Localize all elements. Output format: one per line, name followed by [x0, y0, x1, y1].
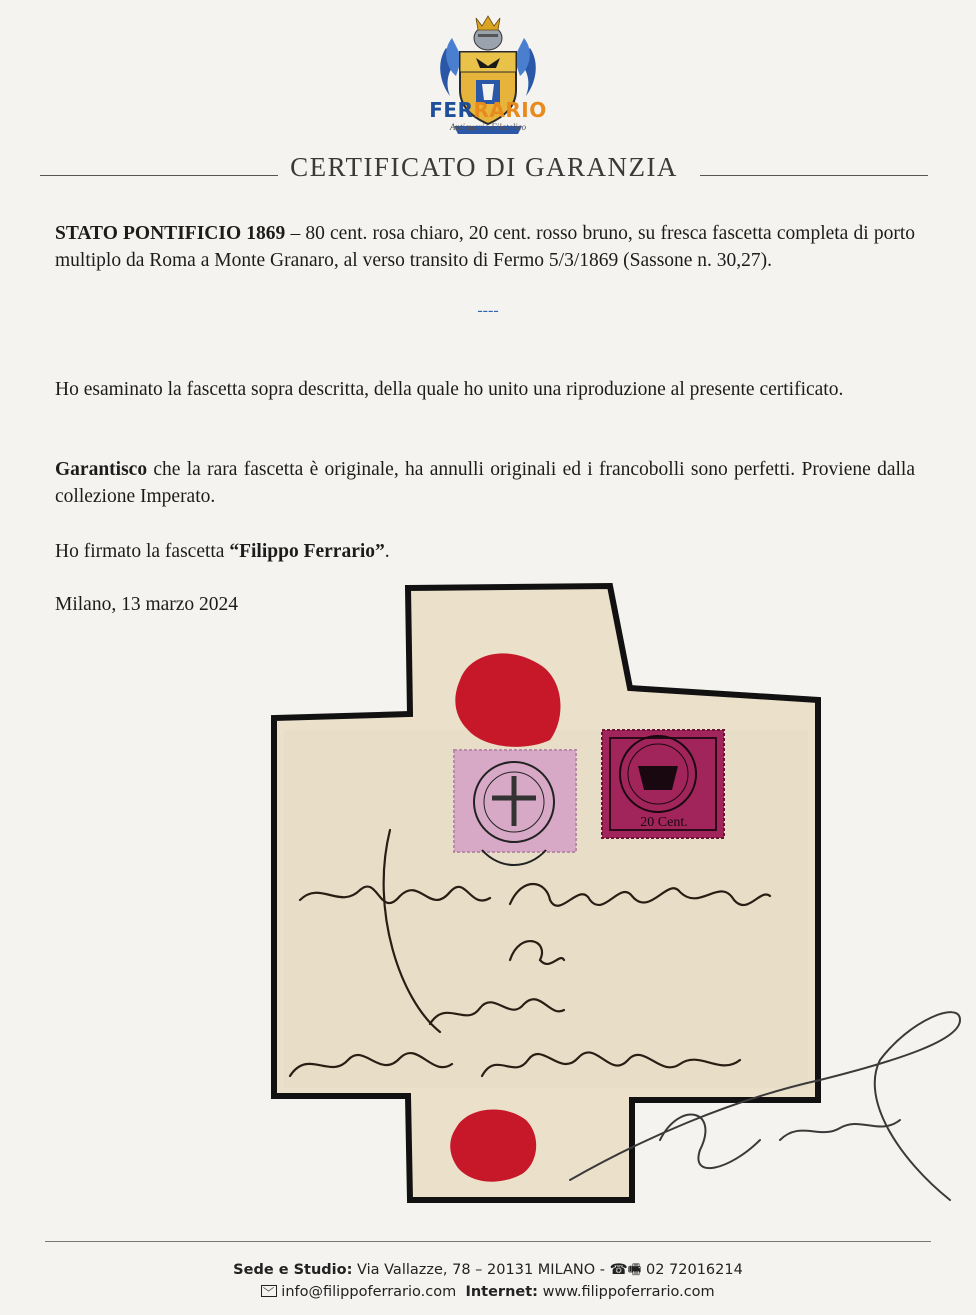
examined-statement: Ho esaminato la fascetta sopra descritta, della quale ho unito una riproduzione al presente certificato. — [55, 379, 844, 400]
title-row — [40, 152, 928, 192]
item-description-text: – 80 cent. rosa chiaro, 20 cent. rosso bruno, su fresca fascetta completa di porto multiplo da Roma a Monte Granaro, al verso transito di Fermo 5/3/1869 (Sassone n. 30,27). — [55, 223, 915, 271]
footer-address: Via Vallazze, 78 – 20131 MILANO - ☎🖷 02 72016214 — [352, 1262, 743, 1278]
footer-label-internet: Internet: — [465, 1284, 538, 1300]
wax-seal-bottom — [450, 1110, 536, 1182]
signed-statement — [55, 538, 915, 565]
page-title: CERTIFICATO DI GARANZIA — [290, 152, 678, 182]
stamp-80-cent — [454, 750, 576, 865]
signed-end: . — [384, 541, 390, 562]
item-description — [55, 220, 915, 274]
footer-address-line — [0, 1259, 976, 1284]
signer-name: “Filippo Ferrario” — [229, 541, 385, 562]
footer-rule — [45, 1241, 931, 1242]
footer-label-sede: Sede e Studio: — [233, 1262, 353, 1278]
footer-website[interactable]: www.filippoferrario.com — [537, 1284, 715, 1300]
stamp-20-cent — [602, 730, 724, 838]
guarantee-text: che la rara fascetta è originale, ha annulli originali ed i francobolli sono perfetti. Proviene dalla collezione Imperato. — [55, 459, 915, 507]
brand-name: FERRARIO — [429, 98, 547, 122]
signed-text: Ho firmato la fascetta — [55, 541, 230, 562]
title-rule-right — [700, 175, 928, 176]
guarantee-statement — [55, 456, 915, 510]
wrapper-photo — [260, 580, 976, 1220]
guarantee-heading: Garantisco — [55, 459, 148, 480]
place-date: Milano, 13 marzo 2024 — [55, 594, 239, 615]
footer-email[interactable]: info@filippoferrario.com — [281, 1284, 457, 1300]
brand-tagline: Antiquario Filatelico — [449, 122, 527, 132]
item-description-heading: STATO PONTIFICIO 1869 — [55, 223, 286, 244]
footer-contact-line — [0, 1284, 976, 1300]
envelope-icon — [261, 1285, 277, 1297]
stamp-value-text: 20 Cent. — [640, 815, 688, 830]
separator: ---- — [477, 302, 499, 319]
